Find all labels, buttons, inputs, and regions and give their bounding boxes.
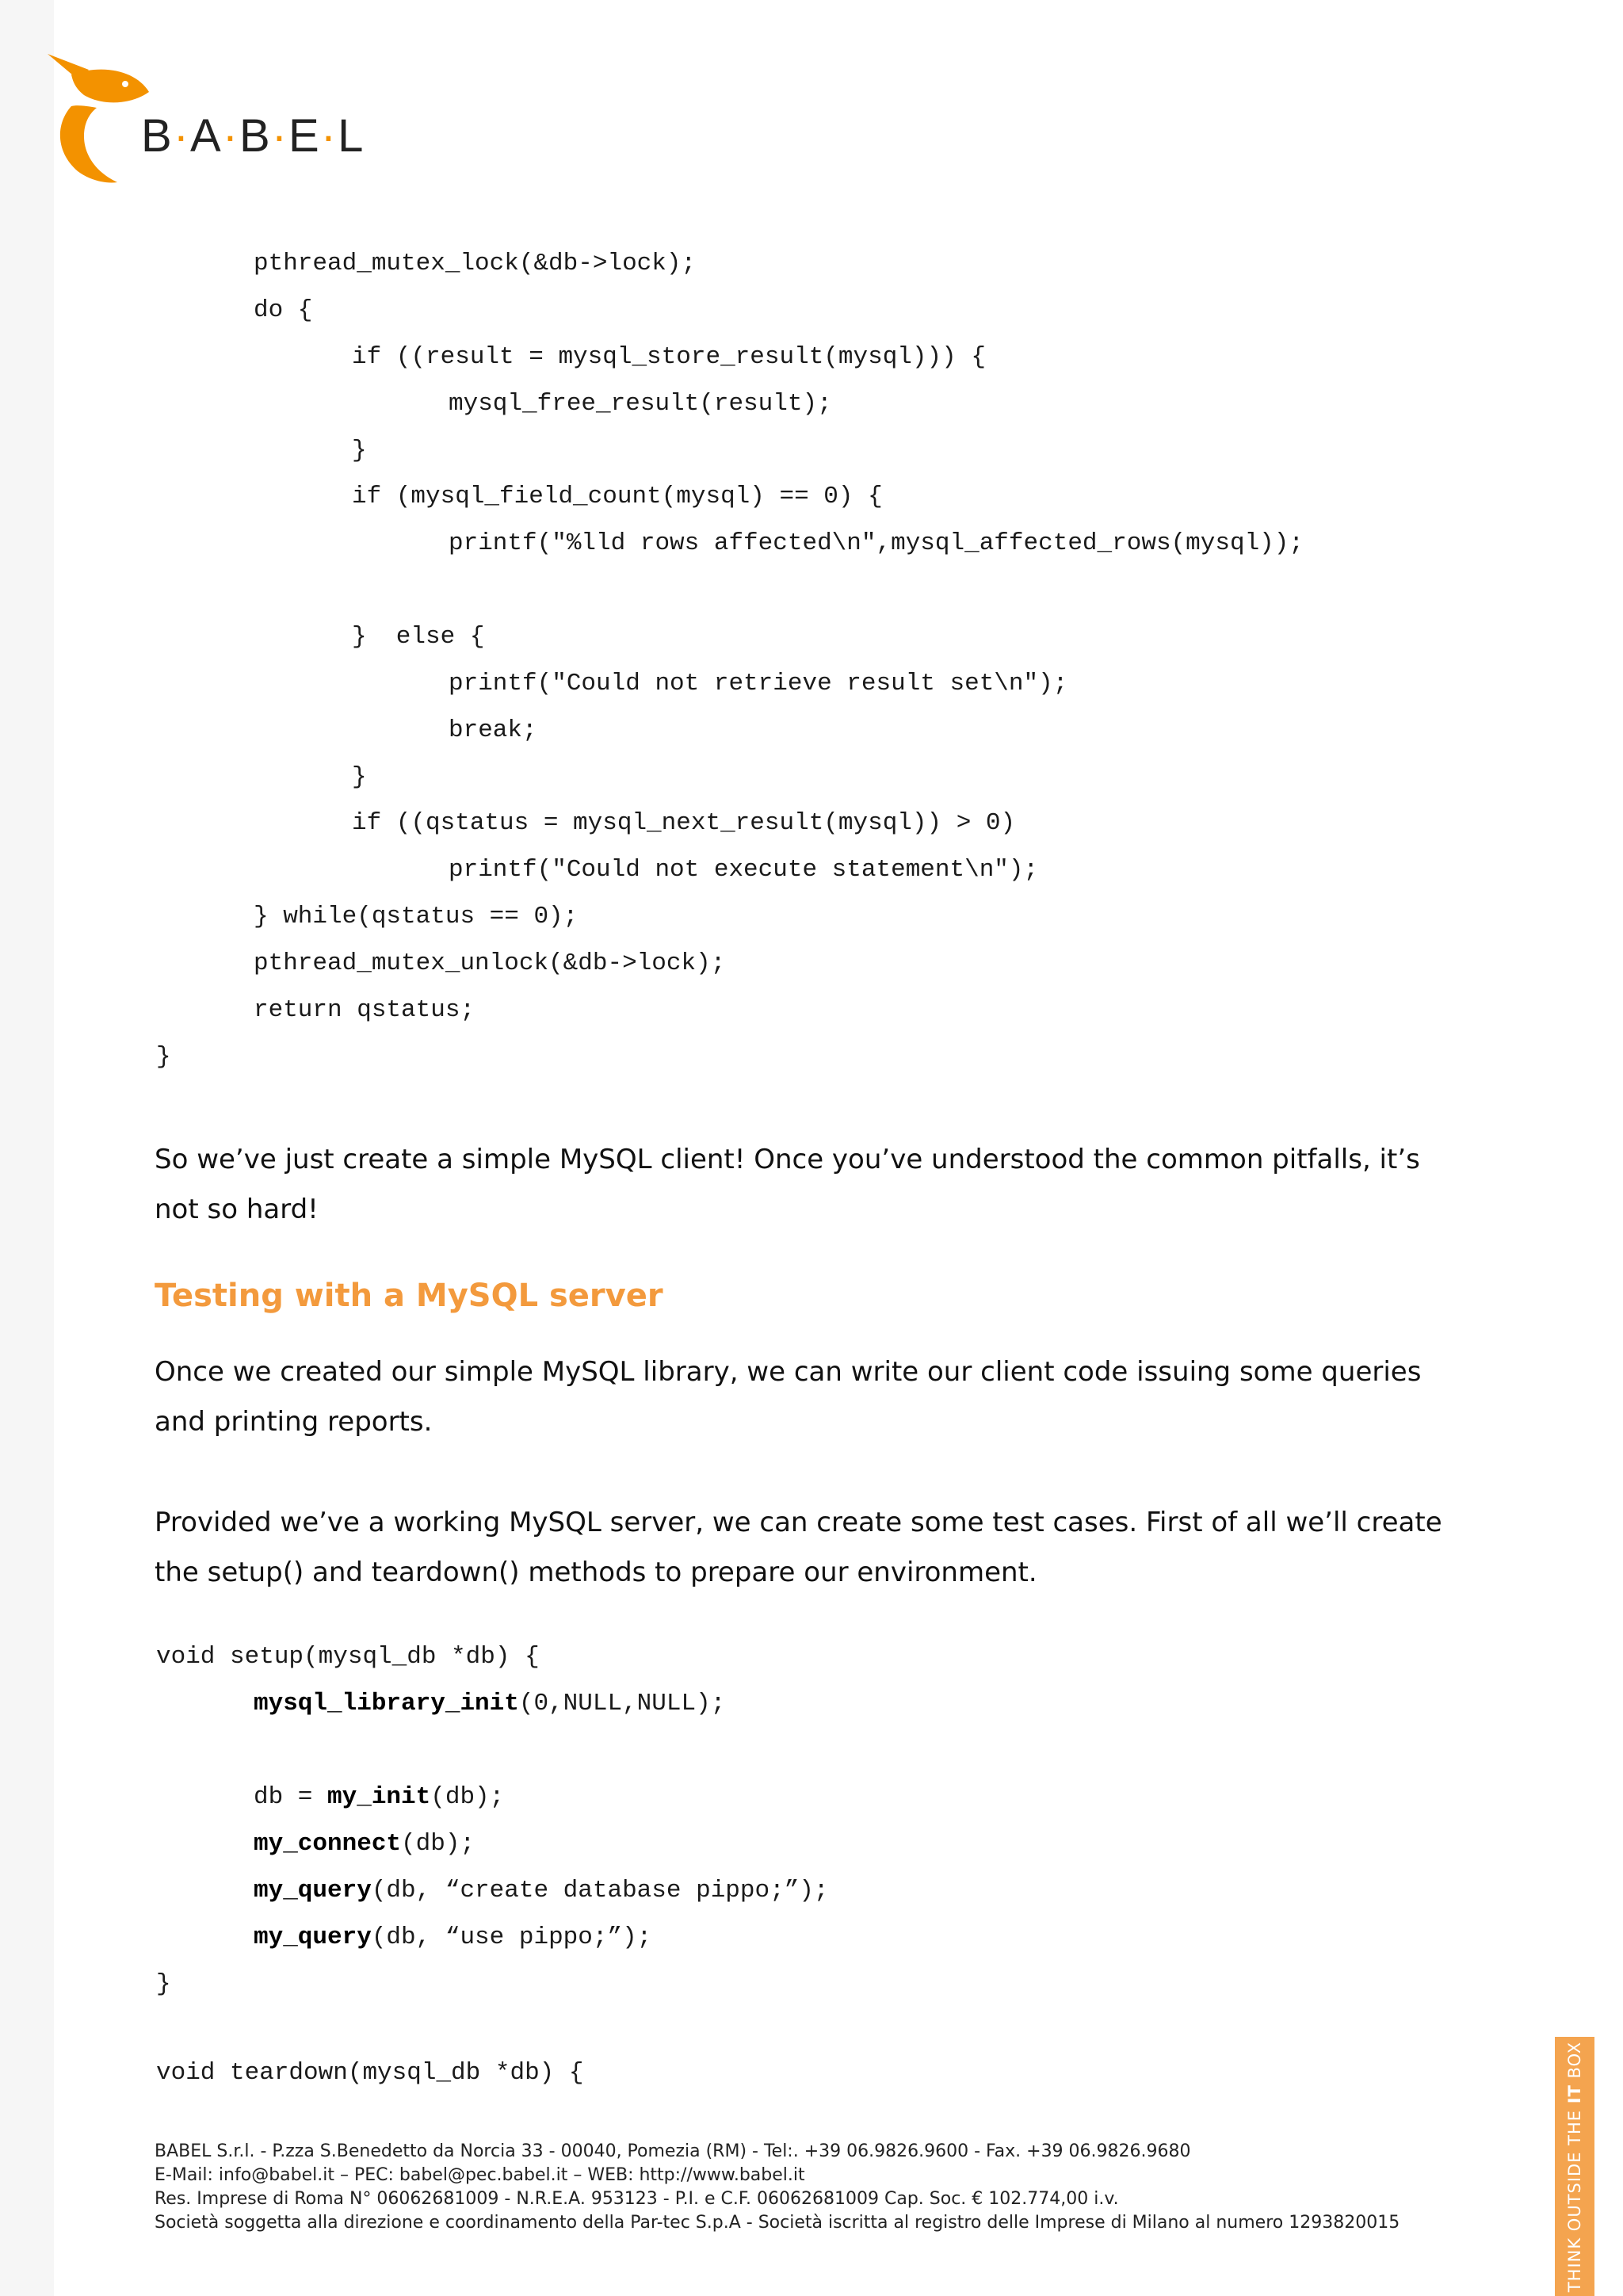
code-line: } else { [352,623,485,651]
logo-letter: B [141,110,174,162]
code-line: printf("Could not execute statement\n"); [449,856,1039,884]
code-line: printf("%lld rows affected\n",mysql_affected_rows(mysql)); [449,529,1304,557]
code-args: (0,NULL,NULL); [518,1690,726,1717]
code-line [254,1878,829,1903]
footer-line: Società soggetta alla direzione e coordinamento della Par-tec S.p.A - Società iscritta al registro delle Imprese di Milano al numero 1293820015 [155,2213,1400,2233]
code-args: (db); [401,1830,475,1858]
code-line: } while(qstatus == 0); [254,903,579,930]
slogan-part: THINK OUTSIDE THE [1565,2103,1584,2292]
code-line: } [156,1043,171,1071]
code-line: if ((qstatus = mysql_next_result(mysql)) > 0) [352,809,1016,837]
footer-line: BABEL S.r.l. - P.zza S.Benedetto da Norcia 33 - 00040, Pomezia (RM) - Tel:. +39 06.9826.9600 - Fax. +39 06.9826.9680 [155,2141,1191,2161]
babel-logo [40,48,452,190]
logo-letter: E [288,110,321,162]
code-line: mysql_free_result(result); [449,390,832,418]
code-args: (db); [430,1783,505,1811]
logo-letter: B [239,110,272,162]
paragraph-summary: So we’ve just create a simple MySQL client! Once you’ve understood the common pitfalls, it’s not so hard! [155,1144,1420,1225]
code-line: } [352,763,367,791]
code-line [254,1785,504,1809]
code-text: db = [254,1783,328,1811]
code-line: } [352,437,367,464]
slogan-part: BOX [1565,2041,1584,2084]
paragraph-intro: Once we created our simple MySQL library, we can write our client code issuing some queries and printing reports. [155,1356,1422,1438]
code-line [254,1925,651,1950]
code-line: void teardown(mysql_db *db) { [156,2059,584,2087]
code-function-name: my_query [254,1924,372,1951]
section-heading: Testing with a MySQL server [155,1278,663,1314]
slogan-bold: IT [1565,2084,1584,2103]
logo-wordmark: B·A·B·E·L [141,110,365,162]
paragraph-setup: Provided we’ve a working MySQL server, we can create some test cases. First of all we’ll create the setup() and teardown() methods to prepare our environment. [155,1507,1442,1588]
code-line: pthread_mutex_lock(&db->lock); [254,250,697,277]
code-line: pthread_mutex_unlock(&db->lock); [254,949,726,977]
code-line: void setup(mysql_db *db) { [156,1643,540,1671]
side-tab-slogan [1555,2037,1594,2296]
code-line: return qstatus; [254,996,475,1024]
footer-line: Res. Imprese di Roma N° 06062681009 - N.R.E.A. 953123 - P.I. e C.F. 06062681009 Cap. Soc. € 102.774,00 i.v. [155,2189,1119,2209]
code-line: printf("Could not retrieve result set\n"); [449,670,1068,697]
code-function-name: my_query [254,1877,372,1904]
code-function-name: my_init [327,1783,431,1811]
code-line: if ((result = mysql_store_result(mysql))) { [352,343,986,371]
page-footer [155,2140,1502,2235]
code-function-name: my_connect [254,1830,402,1858]
logo-letter: L [338,110,365,162]
footer-line: E-Mail: info@babel.it – PEC: babel@pec.babel.it – WEB: http://www.babel.it [155,2165,805,2185]
code-args: (db, “create database pippo;”); [371,1877,829,1904]
code-line: break; [449,716,537,744]
code-args: (db, “use pippo;”); [371,1924,652,1951]
code-line: do { [254,296,313,324]
code-line [254,1691,725,1716]
code-line [254,1832,475,1856]
code-line: if (mysql_field_count(mysql) == 0) { [352,483,883,510]
code-function-name: mysql_library_init [254,1690,519,1717]
logo-letter: A [190,110,223,162]
slogan-text [1565,2041,1584,2291]
code-line: } [156,1970,171,1998]
